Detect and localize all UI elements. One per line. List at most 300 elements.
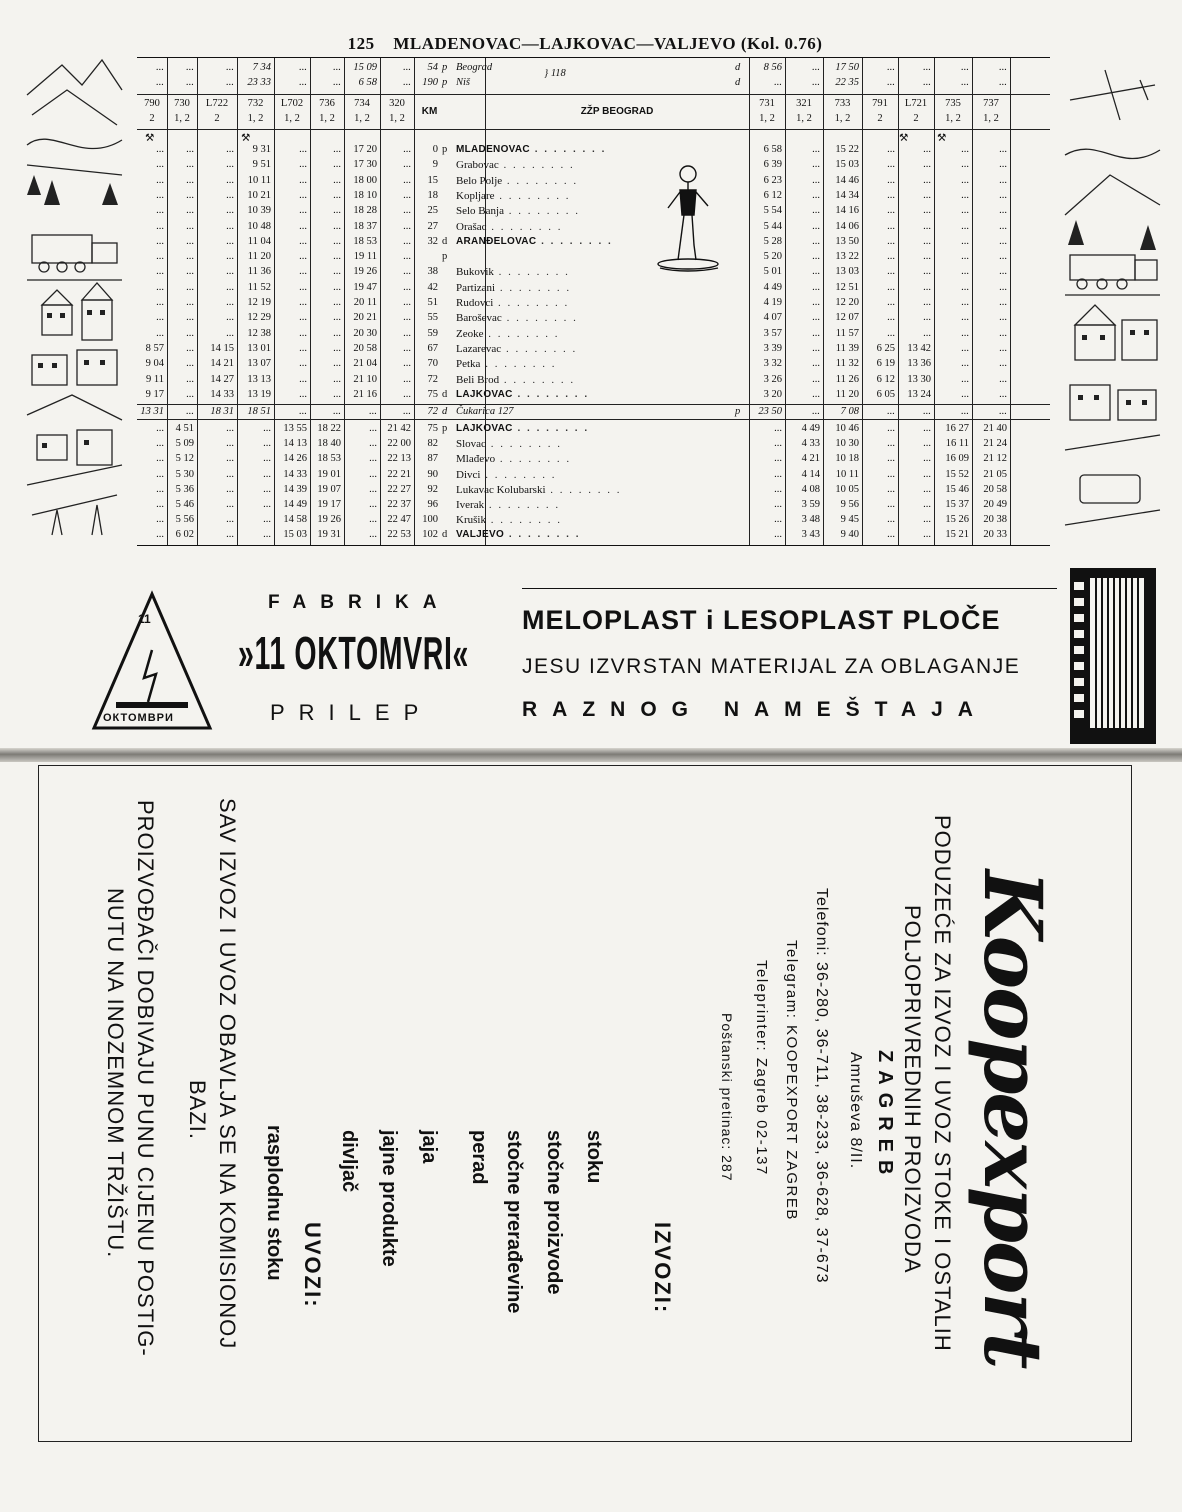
departure-time: 9 04	[145, 358, 164, 370]
departure-time: ...	[299, 235, 307, 247]
train-class: 1, 2	[759, 113, 775, 124]
leader-dots: . . . . . . . .	[499, 373, 576, 386]
connection-time: ...	[333, 77, 341, 88]
connection-time: ...	[156, 77, 164, 88]
departure-time: 14 15	[210, 342, 234, 354]
station-name: Partizani . . . . . . . .	[456, 281, 572, 294]
arrival-time: ...	[961, 205, 969, 217]
departure-time: ...	[403, 312, 411, 324]
arrival-time: 15 37	[945, 499, 969, 510]
departure-time: ...	[369, 483, 377, 495]
arrival-time: 20 38	[983, 514, 1007, 526]
arrival-time: 13 22	[835, 251, 859, 263]
arrival-time: 6 25	[876, 342, 895, 354]
departure-time: ...	[226, 453, 234, 465]
departure-time: ...	[333, 327, 341, 339]
connection-dir: p	[442, 62, 448, 73]
arrival-time: ...	[887, 281, 895, 293]
arrival-time: 21 05	[983, 468, 1007, 480]
arrival-time: ...	[812, 220, 820, 232]
arrival-time: ...	[812, 235, 820, 247]
departure-time: ...	[156, 251, 164, 263]
cukarica-time: ...	[299, 406, 307, 417]
departure-time: ...	[186, 159, 194, 171]
departure-time: 13 13	[247, 373, 271, 385]
arrival-time: ...	[923, 529, 931, 541]
arrival-time: 5 01	[763, 266, 782, 278]
station-km: 67	[427, 342, 438, 354]
departure-time: 14 58	[283, 514, 307, 526]
departure-time: ...	[156, 453, 164, 465]
cukarica-time-right: ...	[923, 406, 931, 417]
arrival-time: 13 50	[835, 235, 859, 247]
arrival-time: ...	[961, 281, 969, 293]
connection-time-right: ...	[961, 77, 969, 88]
departure-time: 19 17	[317, 499, 341, 510]
row-rule	[137, 94, 1050, 95]
arrival-time: ...	[887, 266, 895, 278]
arrival-time: 15 26	[945, 514, 969, 526]
arrival-time: ...	[812, 327, 820, 339]
departure-time: 13 19	[247, 388, 271, 400]
departure-time: ...	[369, 529, 377, 541]
train-number: L722	[205, 98, 229, 109]
arrival-time: ...	[812, 281, 820, 293]
arrival-time: ...	[812, 388, 820, 400]
leader-dots: . . . . . . . .	[486, 220, 563, 233]
departure-time: ...	[333, 281, 341, 293]
arrival-time: ...	[774, 468, 782, 480]
station-km: 96	[427, 499, 438, 510]
departure-time: 5 30	[175, 468, 194, 480]
departure-time: ...	[156, 205, 164, 217]
cukarica-time: ...	[186, 406, 194, 417]
departure-time: ...	[263, 529, 271, 541]
leader-dots: . . . . . . . .	[485, 514, 562, 527]
departure-time: ...	[333, 266, 341, 278]
connection-time: 7 34	[252, 62, 271, 73]
departure-time: ...	[333, 205, 341, 217]
departure-time: ...	[299, 388, 307, 400]
leader-dots: . . . . . . . .	[545, 483, 622, 496]
company-city: ZAGREB	[874, 1050, 896, 1183]
station-km: 59	[427, 327, 438, 339]
arrival-time: ...	[812, 251, 820, 263]
connection-time-right: 22 35	[835, 77, 859, 88]
departure-time: 22 27	[387, 483, 411, 495]
arrival-time: 13 24	[907, 388, 931, 400]
departure-time: ...	[403, 373, 411, 385]
arrival-time: ...	[887, 174, 895, 186]
departure-time: ...	[226, 327, 234, 339]
station-name: Lukavac Kolubarski . . . . . . . .	[456, 483, 622, 496]
train-number: 731	[759, 98, 775, 109]
departure-time: ...	[299, 373, 307, 385]
departure-time: 9 11	[146, 373, 164, 385]
departure-time: ...	[156, 483, 164, 495]
departure-time: ...	[333, 358, 341, 370]
cukarica-time: 13 31	[140, 406, 164, 417]
leader-dots: . . . . . . . .	[503, 205, 580, 218]
station-km: 100	[422, 514, 438, 526]
departure-time: ...	[403, 388, 411, 400]
station-name: Selo Banja . . . . . . . .	[456, 205, 580, 218]
departure-time: ...	[403, 342, 411, 354]
departure-time: ...	[226, 144, 234, 155]
station-km: 25	[427, 205, 438, 217]
departure-time: ...	[299, 251, 307, 263]
arrival-time: ...	[812, 159, 820, 171]
train-number: 734	[354, 98, 370, 109]
station-name: Krušik . . . . . . . .	[456, 514, 562, 527]
departure-time: ...	[299, 327, 307, 339]
cukarica-station: Čukarica 127	[456, 406, 514, 417]
departure-time: 14 39	[283, 483, 307, 495]
arrival-time: ...	[923, 499, 931, 510]
connection-time: 15 09	[353, 62, 377, 73]
arrival-time: ...	[812, 373, 820, 385]
arrival-time: ...	[923, 297, 931, 308]
station-name: Kopljare . . . . . . . .	[456, 189, 571, 202]
connection-time-right: ...	[774, 77, 782, 88]
departure-time: ...	[186, 205, 194, 217]
departure-time: ...	[156, 514, 164, 526]
departure-time: ...	[156, 312, 164, 324]
arrival-time: ...	[961, 144, 969, 155]
arrival-time: 15 52	[945, 468, 969, 480]
departure-time: ...	[186, 251, 194, 263]
station-name: LAJKOVAC . . . . . . . .	[456, 423, 590, 434]
departure-time: ...	[263, 483, 271, 495]
departure-time: 10 48	[247, 220, 271, 232]
departure-time: ...	[263, 453, 271, 465]
departure-time: 10 39	[247, 205, 271, 217]
arrival-time: ...	[887, 529, 895, 541]
departure-time: ...	[156, 327, 164, 339]
arrival-time: 4 14	[801, 468, 820, 480]
arrival-time: ...	[961, 189, 969, 201]
departure-time: ...	[156, 235, 164, 247]
arrival-time: ...	[887, 468, 895, 480]
train-number: 320	[389, 98, 405, 109]
airplane-train-illustration	[1060, 55, 1165, 545]
arrival-time: ...	[887, 144, 895, 155]
station-name: Lazarevac . . . . . . . .	[456, 342, 578, 355]
connection-time-right: ...	[923, 77, 931, 88]
departure-time: ...	[156, 468, 164, 480]
imports-title: UVOZI:	[300, 1222, 325, 1309]
station-km: 75	[427, 423, 438, 434]
leader-dots: . . . . . . . .	[502, 174, 579, 187]
connection-time-right: ...	[812, 77, 820, 88]
departure-time: ...	[299, 312, 307, 324]
connection-ref: } 118	[544, 68, 566, 79]
fabrika-name: »11 OKTOMVRI«	[238, 627, 470, 679]
arrival-time: 15 21	[945, 529, 969, 541]
arrival-time: 10 30	[835, 438, 859, 450]
departure-time: 10 21	[247, 189, 271, 201]
connection-dir-right: d	[735, 77, 741, 88]
arrival-time: ...	[923, 159, 931, 171]
departure-time: 20 58	[353, 342, 377, 354]
leader-dots: . . . . . . . .	[536, 235, 613, 247]
departure-time: ...	[369, 514, 377, 526]
train-number: 735	[945, 98, 961, 109]
arrival-time: ...	[961, 358, 969, 370]
departure-time: ...	[263, 438, 271, 450]
station-km: 72	[427, 373, 438, 385]
arrival-time: 4 21	[801, 453, 820, 465]
departure-time: ...	[186, 189, 194, 201]
leader-dots: . . . . . . . .	[498, 159, 575, 172]
cukarica-time-right: ...	[999, 406, 1007, 417]
train-number: 732	[247, 98, 264, 109]
cukarica-dir: d	[442, 406, 448, 417]
train-class: 1, 2	[945, 113, 961, 124]
departure-time: 11 36	[247, 266, 271, 278]
departure-time: 18 53	[317, 453, 341, 465]
departure-time: 4 51	[175, 423, 194, 434]
departure-time: ...	[403, 205, 411, 217]
arrival-time: 4 19	[763, 297, 782, 308]
timetable-number: 125	[347, 34, 375, 53]
station-name: Baroševac . . . . . . . .	[456, 312, 578, 325]
arrival-time: ...	[887, 438, 895, 450]
departure-time: ...	[263, 514, 271, 526]
arrival-time: ...	[999, 159, 1007, 171]
arrival-time: ...	[774, 453, 782, 465]
arrival-time: ...	[887, 423, 895, 434]
arrival-time: ...	[923, 453, 931, 465]
cukarica-time-right: 23 50	[758, 406, 782, 417]
arrival-time: 3 48	[801, 514, 820, 526]
cukarica-time-right: 7 08	[840, 406, 859, 417]
departure-time: ...	[186, 174, 194, 186]
arrival-time: 15 22	[835, 144, 859, 155]
arrival-time: 5 20	[763, 251, 782, 263]
departure-time: ...	[299, 358, 307, 370]
departure-time: ...	[403, 266, 411, 278]
departure-time: ...	[226, 235, 234, 247]
cukarica-time: 18 51	[247, 406, 271, 417]
arrival-time: 4 33	[801, 438, 820, 450]
arrival-time: ...	[812, 205, 820, 217]
connection-time: ...	[226, 77, 234, 88]
arrival-time: ...	[961, 297, 969, 308]
connection-time: ...	[186, 62, 194, 73]
departure-time: ...	[263, 423, 271, 434]
export-item: stoku	[583, 1130, 605, 1184]
mine-icon: ⚒	[937, 133, 947, 144]
arrival-time: 6 58	[763, 144, 782, 155]
ad-rule	[522, 588, 1057, 589]
departure-time: 9 31	[252, 144, 271, 155]
arrival-time: 3 26	[763, 373, 782, 385]
station-dir: p	[442, 423, 448, 434]
arrival-time: 16 09	[945, 453, 969, 465]
connection-time-right: 17 50	[835, 62, 859, 73]
departure-time: ...	[156, 174, 164, 186]
ad-line-3: RAZNOG NAMEŠTAJA	[522, 698, 988, 721]
departure-time: 14 49	[283, 499, 307, 510]
station-km: 15	[427, 174, 438, 186]
departure-time: ...	[299, 297, 307, 308]
departure-time: 18 22	[317, 423, 341, 434]
arrival-time: 13 30	[907, 373, 931, 385]
departure-time: 14 21	[210, 358, 234, 370]
departure-time: 12 38	[247, 327, 271, 339]
arrival-time: 6 05	[876, 388, 895, 400]
arrival-time: 10 11	[835, 468, 859, 480]
arrival-time: 9 40	[840, 529, 859, 541]
arrival-time: ...	[774, 423, 782, 434]
arrival-time: 10 46	[835, 423, 859, 434]
departure-time: ...	[333, 220, 341, 232]
departure-time: 13 55	[283, 423, 307, 434]
arrival-time: ...	[923, 281, 931, 293]
departure-time: ...	[186, 220, 194, 232]
arrival-time: ...	[774, 514, 782, 526]
arrival-time: 14 06	[835, 220, 859, 232]
arrival-time: ...	[961, 235, 969, 247]
departure-time: 14 13	[283, 438, 307, 450]
arrival-time: ...	[999, 266, 1007, 278]
departure-time: ...	[369, 453, 377, 465]
departure-time: ...	[186, 266, 194, 278]
train-class: 2	[877, 113, 883, 124]
arrival-time: ...	[887, 297, 895, 308]
arrival-time: 5 44	[763, 220, 782, 232]
connection-time: ...	[186, 77, 194, 88]
export-item: divljač	[338, 1130, 360, 1193]
connection-time-right: ...	[887, 77, 895, 88]
station-dir: d	[442, 388, 448, 400]
connection-time: ...	[156, 62, 164, 73]
column-rule	[1010, 58, 1011, 545]
departure-time: 18 37	[353, 220, 377, 232]
arrival-time: 3 32	[763, 358, 782, 370]
arrival-time: ...	[999, 388, 1007, 400]
station-km: 70	[427, 358, 438, 370]
mine-icon: ⚒	[241, 133, 251, 144]
connection-station: Beograd	[456, 62, 493, 73]
arrival-time: ...	[923, 205, 931, 217]
arrival-time: 6 39	[763, 159, 782, 171]
arrival-time: 15 03	[835, 159, 859, 171]
cukarica-km: 72	[427, 406, 438, 417]
station-name: MLADENOVAC . . . . . . . .	[456, 144, 607, 155]
connection-time: ...	[299, 62, 307, 73]
koopexport-logo: Koopexport	[966, 870, 1060, 1368]
departure-time: ...	[333, 373, 341, 385]
leader-dots: . . . . . . . .	[485, 438, 562, 451]
departure-time: 11 04	[247, 235, 271, 247]
arrival-time: 11 32	[835, 358, 859, 370]
station-km: 102	[422, 529, 438, 541]
ad-headline: MELOPLAST i LESOPLAST PLOČE	[522, 605, 1001, 635]
arrival-time: 11 20	[835, 388, 859, 400]
station-name: Beli Brod . . . . . . . .	[456, 373, 576, 386]
arrival-time: 4 08	[801, 483, 820, 495]
arrival-time: ...	[923, 438, 931, 450]
arrival-time: ...	[999, 373, 1007, 385]
departure-time: 22 47	[387, 514, 411, 526]
station-name: Grabovac . . . . . . . .	[456, 159, 575, 172]
arrival-time: ...	[887, 514, 895, 526]
arrival-time: 3 39	[763, 342, 782, 354]
train-number: 733	[834, 98, 851, 109]
cukarica-time-right: ...	[887, 406, 895, 417]
company-phones: Telefoni: 36-280, 36-711, 38-233, 36-628, 37-673	[813, 888, 830, 1284]
departure-time: ...	[186, 342, 194, 354]
arrival-time: ...	[923, 423, 931, 434]
departure-time: ...	[226, 174, 234, 186]
arrival-time: ...	[999, 205, 1007, 217]
arrival-time: ...	[812, 312, 820, 324]
arrival-time: 14 16	[835, 205, 859, 217]
departure-time: 19 26	[317, 514, 341, 526]
departure-time: ...	[369, 423, 377, 434]
departure-time: 19 01	[317, 468, 341, 480]
leader-dots: . . . . . . . .	[484, 499, 561, 511]
arrival-time: ...	[923, 144, 931, 155]
arrival-time: ...	[812, 189, 820, 201]
arrival-time: ...	[923, 327, 931, 339]
train-number: 791	[872, 98, 888, 109]
arrival-time: ...	[961, 266, 969, 278]
arrival-time: 6 19	[876, 358, 895, 370]
station-km: 38	[427, 266, 438, 278]
cukarica-time: ...	[369, 406, 377, 417]
departure-time: ...	[226, 266, 234, 278]
arrival-time: ...	[812, 266, 820, 278]
station-name: Belo Polje . . . . . . . .	[456, 174, 579, 187]
arrival-time: 15 46	[945, 483, 969, 495]
departure-time: ...	[403, 189, 411, 201]
departure-time: ...	[299, 174, 307, 186]
arrival-time: 4 49	[801, 423, 820, 434]
train-number: 737	[983, 98, 999, 109]
arrival-time: 20 49	[983, 499, 1007, 510]
departure-time: 20 21	[353, 312, 377, 324]
departure-time: ...	[156, 281, 164, 293]
arrival-time: ...	[812, 358, 820, 370]
connection-time: 6 58	[358, 77, 377, 88]
departure-time: ...	[403, 144, 411, 155]
departure-time: 14 26	[283, 453, 307, 465]
arrival-time: 16 27	[945, 423, 969, 434]
train-class: 1, 2	[834, 113, 851, 124]
station-name: Divci . . . . . . . .	[456, 468, 557, 481]
skater-illustration	[650, 160, 725, 275]
arrival-time: 20 58	[983, 483, 1007, 495]
train-class: 2	[913, 113, 919, 124]
arrival-time: ...	[961, 373, 969, 385]
note-line-4: NUTU NA INOZEMNOM TRŽIŠTU.	[103, 888, 128, 1259]
connection-dir-right: d	[735, 62, 741, 73]
departure-time: 5 46	[175, 499, 194, 510]
arrival-time: ...	[961, 251, 969, 263]
arrival-time: ...	[887, 235, 895, 247]
departure-time: 22 37	[387, 499, 411, 510]
arrival-time: ...	[887, 327, 895, 339]
departure-time: ...	[156, 144, 164, 155]
arrival-time: ...	[961, 312, 969, 324]
arrival-time: 14 34	[835, 189, 859, 201]
fabrika-word: FABRIKA	[268, 592, 451, 613]
arrival-time: ...	[923, 174, 931, 186]
train-class: 1, 2	[174, 113, 190, 124]
